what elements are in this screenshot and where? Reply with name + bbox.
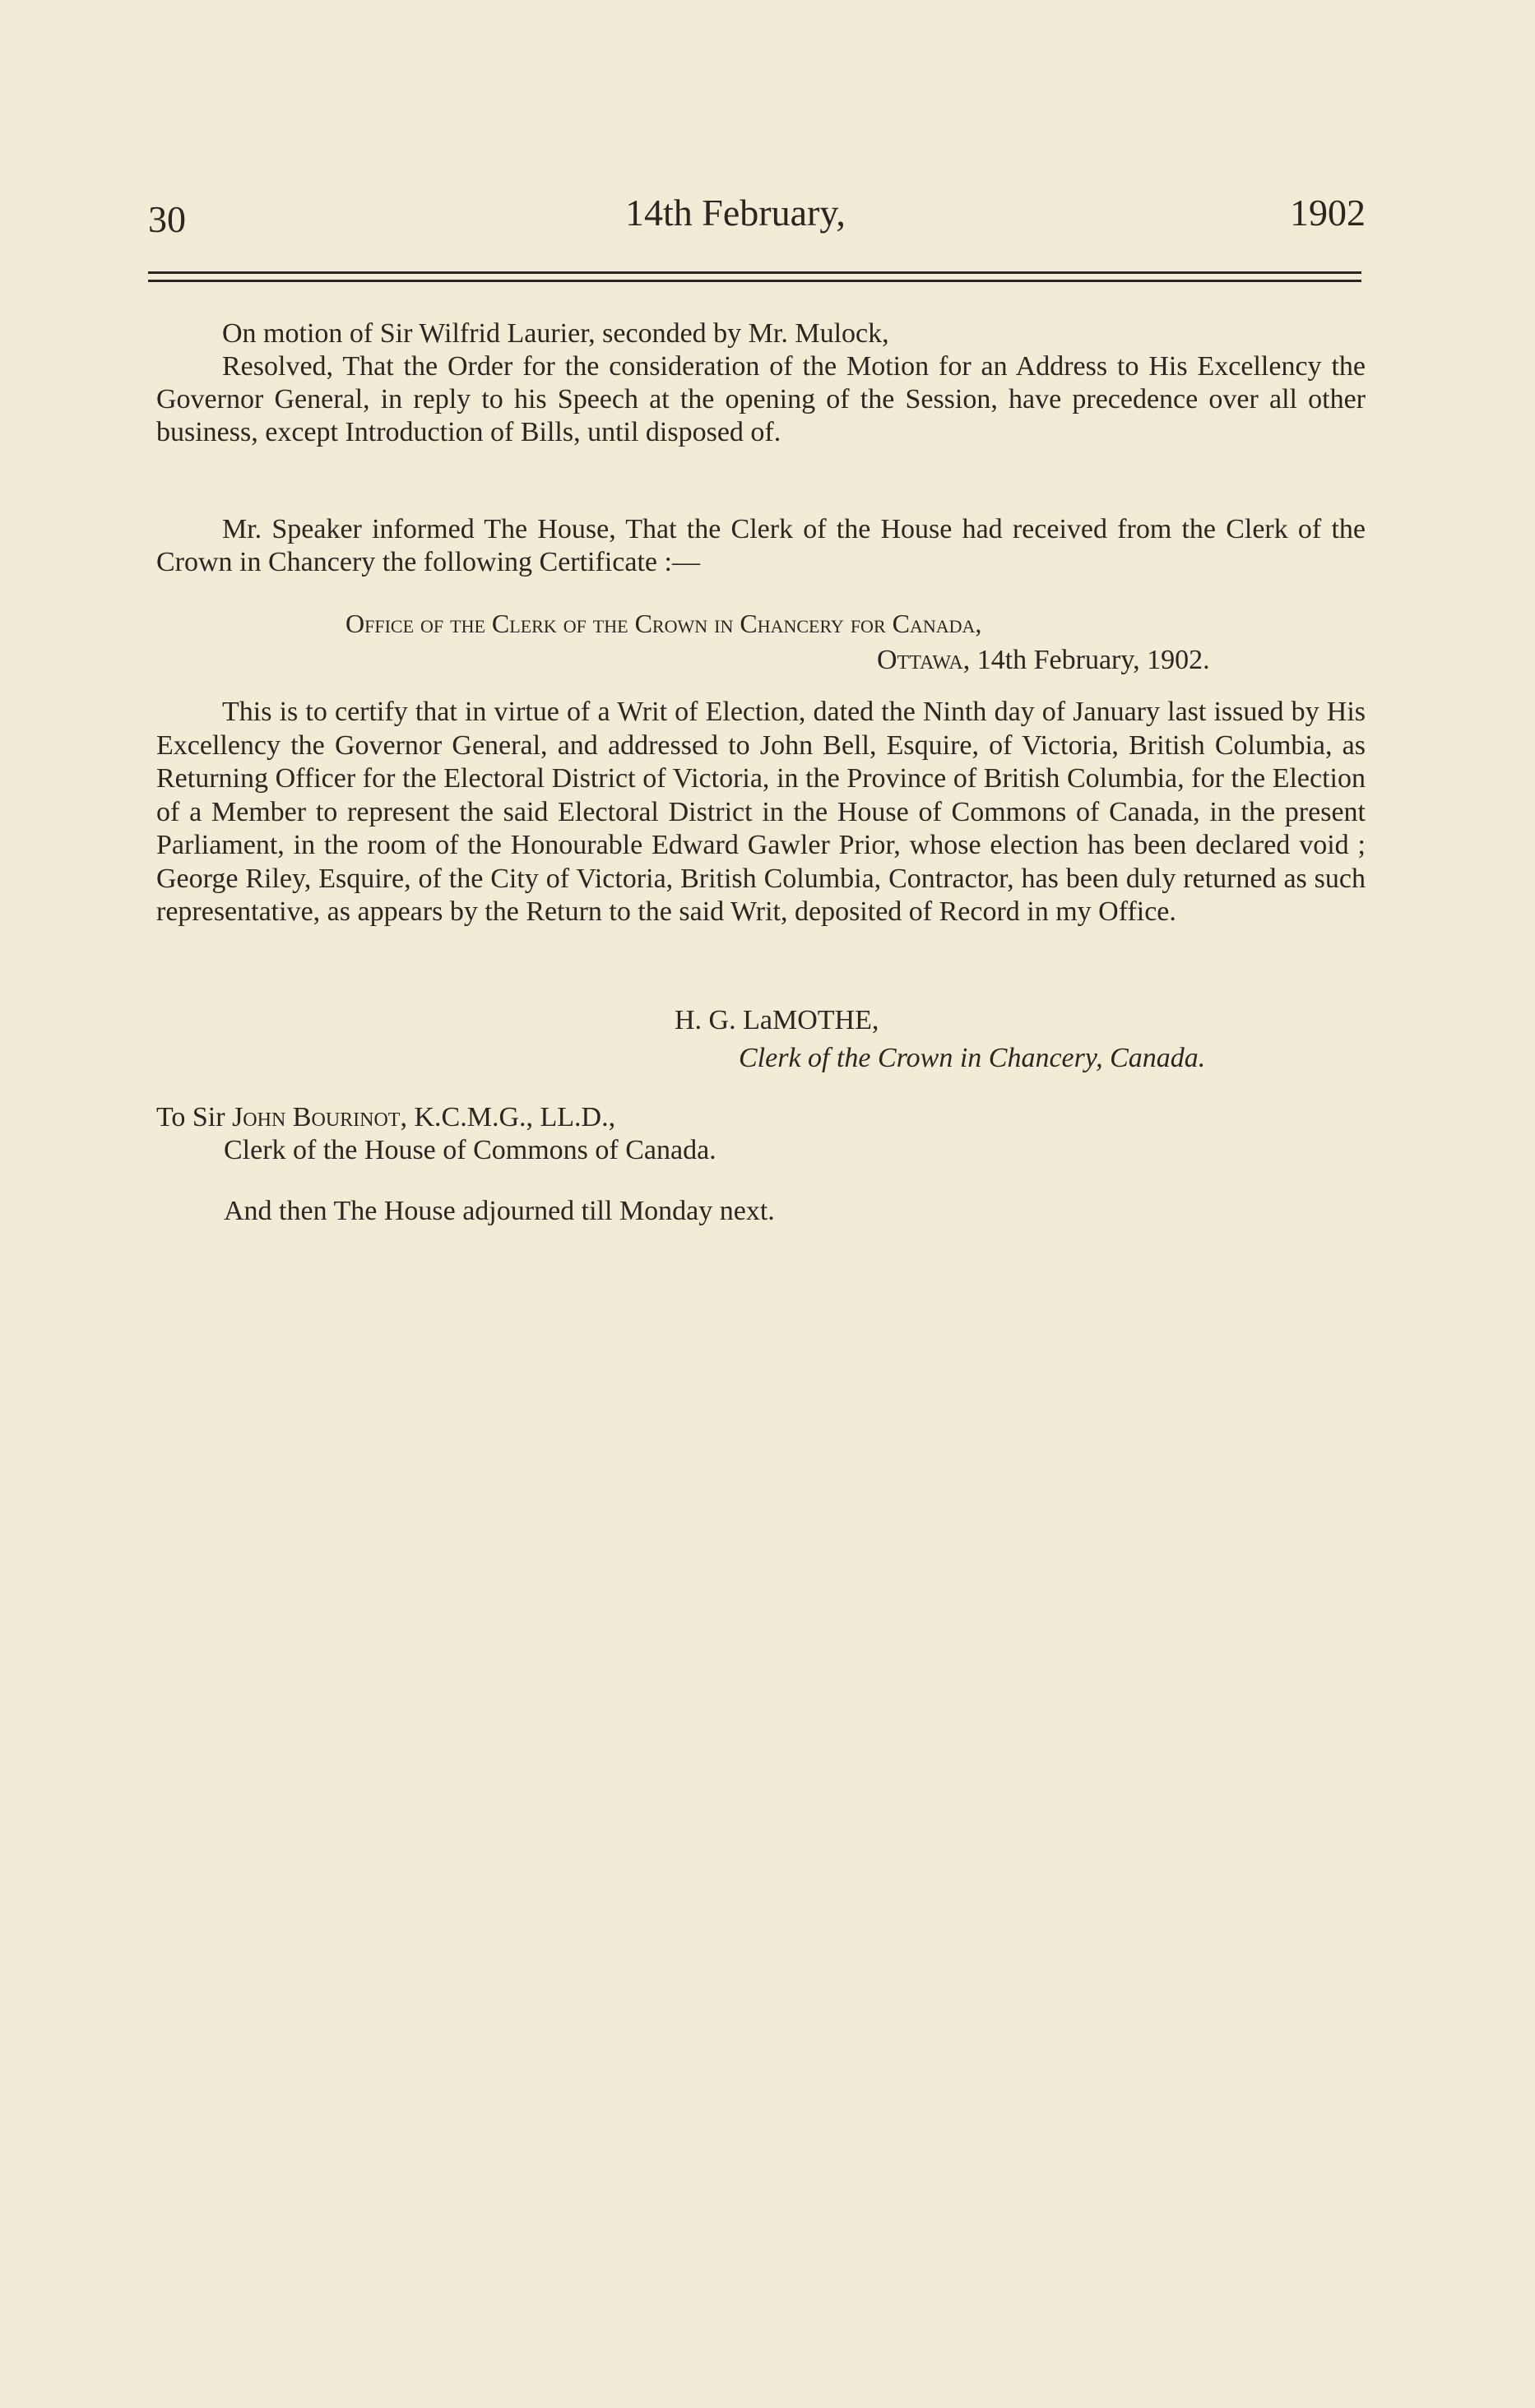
- closing-line: And then The House adjourned till Monday next.: [224, 1196, 775, 1226]
- certificate-body: [156, 696, 1366, 929]
- header-year: 1902: [1290, 192, 1366, 234]
- speaker-paragraph: [156, 513, 1366, 579]
- certificate-date: , 14th February, 1902.: [962, 645, 1210, 675]
- addressee-title: Clerk of the House of Commons of Canada.: [224, 1135, 716, 1165]
- addressee-line: [156, 1102, 615, 1133]
- page-number: 30: [148, 198, 186, 240]
- addressee-suffix: , K.C.M.G., LL.D.,: [400, 1102, 616, 1132]
- header-rule-top: [148, 271, 1361, 274]
- page-header: [148, 191, 1366, 248]
- header-date: 14th February,: [625, 192, 846, 234]
- header-rule-bottom: [148, 280, 1361, 282]
- signatory-title: Clerk of the Crown in Chancery, Canada.: [739, 1043, 1206, 1073]
- certificate-dateline: [877, 645, 1210, 676]
- motion-line: On motion of Sir Wilfrid Laurier, seconded by Mr. Mulock,: [222, 318, 889, 349]
- resolution-text: Resolved, That the Order for the consideration of the Motion for an Address to His Excellency the Governor General, in reply to his Speech at the opening of the Session, have precedence over all other business, except Introduction of Bills, until disposed of.: [156, 351, 1366, 447]
- speaker-text: Mr. Speaker informed The House, That the Clerk of the House had received from the Clerk of the Crown in Chancery the following Certificate :—: [156, 514, 1366, 577]
- motion-paragraph: [156, 317, 1366, 449]
- signatory-name: H. G. LaMOTHE,: [675, 1005, 879, 1035]
- addressee-name: John Bourinot: [232, 1102, 401, 1132]
- certificate-place: Ottawa: [877, 645, 963, 675]
- certificate-text: This is to certify that in virtue of a Writ of Election, dated the Ninth day of January last issued by His Excellency the Governor General, and addressed to John Bell, Esquire, of Victoria, British Columbia, as Returning Officer for the Electoral District of Victoria, in the Province of British Columbia, for the Election of a Member to represent the said Electoral District in the House of Commons of Canada, in the present Parliament, in the room of the Honourable Edward Gawler Prior, whose election has been declared void ; George Riley, Esquire, of the City of Victoria, British Columbia, Contractor, has been duly returned as such representative, as appears by the Return to the said Writ, deposited of Record in my Office.: [156, 697, 1366, 927]
- addressee-prefix: To Sir: [156, 1102, 233, 1132]
- certificate-office: Office of the Clerk of the Crown in Chancery for Canada,: [345, 609, 982, 638]
